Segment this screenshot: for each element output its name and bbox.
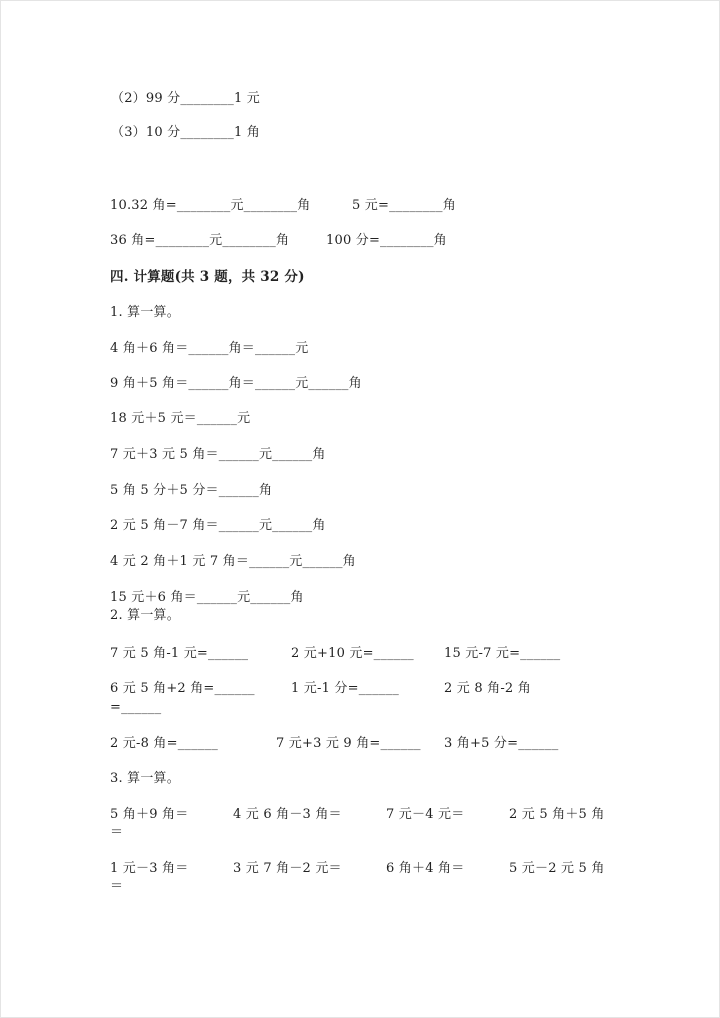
q3-r1-wrap: ＝ [110,825,124,840]
q2-r2c2: 1 元-1 分=______ [291,681,399,696]
q1-line: 4 元 2 角＋1 元 7 角＝______元______角 [110,554,356,569]
q1-title: 1. 算一算。 [110,305,180,320]
q3-r2-wrap: ＝ [110,879,124,894]
q1-line: 7 元＋3 元 5 角＝______元______角 [110,447,326,462]
section-4-title: 四. 计算题(共 3 题，共 32 分) [110,269,305,285]
q1-line: 4 角＋6 角＝______角＝______元 [110,341,309,356]
q3-r2c1: 1 元－3 角＝ [110,861,189,876]
q2-r3c1: 2 元-8 角=______ [110,736,218,751]
q3-r1c2: 4 元 6 角－3 角＝ [233,807,342,822]
q3-r1c1: 5 角＋9 角＝ [110,807,189,822]
q2-r1c3: 15 元-7 元=______ [444,646,561,661]
q2-r2c1: 6 元 5 角+2 角=______ [110,681,255,696]
q3-r2c2: 3 元 7 角－2 元＝ [233,861,342,876]
q1-line: 9 角＋5 角＝______角＝______元______角 [110,376,362,391]
compare-item-2: （2）99 分________1 元 [111,91,260,106]
q3-r2c4: 5 元－2 元 5 角 [509,861,605,876]
q1-line: 5 角 5 分＋5 分＝______角 [110,483,273,498]
q1-line: 18 元＋5 元＝______元 [110,411,251,426]
q2-r2-wrap: =______ [110,700,162,715]
q3-r2c3: 6 角＋4 角＝ [386,861,465,876]
q1-line: 2 元 5 角－7 角＝______元______角 [110,518,326,533]
q2-r2c3: 2 元 8 角-2 角 [444,681,531,696]
conversion-r2c1: 36 角=________元________角 [110,233,290,248]
conversion-r2c2: 100 分=________角 [326,233,447,248]
conversion-r1c2: 5 元=________角 [352,198,456,213]
q2-r3c3: 3 角+5 分=______ [444,736,559,751]
q2-r1c1: 7 元 5 角-1 元=______ [110,646,249,661]
q2-r3c2: 7 元+3 元 9 角=______ [276,736,421,751]
compare-item-3: （3）10 分________1 角 [111,125,260,140]
q3-r1c3: 7 元－4 元＝ [386,807,465,822]
q2-title: 2. 算一算。 [110,608,180,623]
q3-title: 3. 算一算。 [110,771,180,786]
conversion-r1c1: 10.32 角=________元________角 [110,198,311,213]
q3-r1c4: 2 元 5 角＋5 角 [509,807,605,822]
q2-r1c2: 2 元+10 元=______ [291,646,414,661]
q1-line: 15 元＋6 角＝______元______角 [110,590,304,605]
